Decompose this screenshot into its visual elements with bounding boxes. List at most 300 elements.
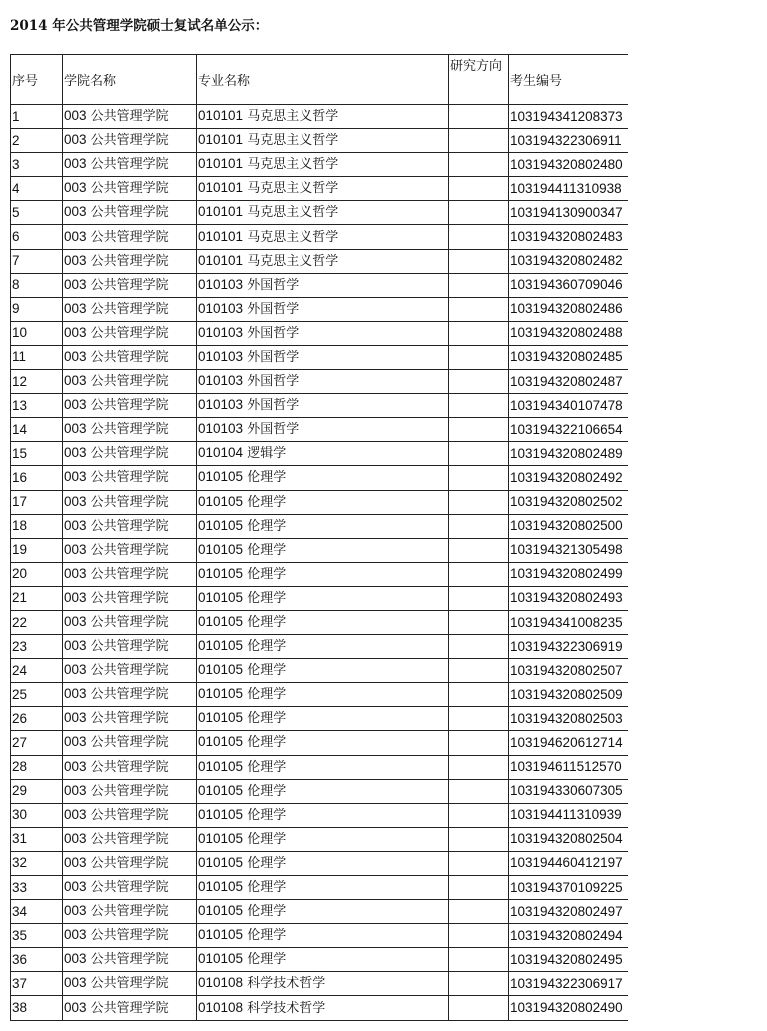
- cell-direction: [449, 177, 509, 201]
- table-header: [11, 55, 629, 105]
- cell-candidate-id: 103194130900347: [509, 201, 629, 225]
- school-name: 公共管理学院: [90, 446, 169, 462]
- table-row: [11, 635, 629, 659]
- cell-school: [63, 538, 197, 562]
- school-name: 公共管理学院: [90, 277, 169, 293]
- school-code: 003: [64, 397, 87, 413]
- header-school: 学院名称: [63, 55, 197, 105]
- table-row: [11, 683, 629, 707]
- major-code: 010103: [198, 397, 244, 413]
- cell-direction: [449, 273, 509, 297]
- table-row: [11, 827, 629, 851]
- cell-direction: [449, 635, 509, 659]
- major-code: 010104: [198, 445, 244, 461]
- school-code: 003: [64, 686, 87, 702]
- cell-seq: 18: [11, 514, 63, 538]
- major-code: 010105: [198, 541, 244, 557]
- table-row: [11, 610, 629, 634]
- major-name: 逻辑学: [247, 446, 287, 462]
- school-code: 003: [64, 469, 87, 485]
- cell-school: [63, 996, 197, 1020]
- cell-school: [63, 201, 197, 225]
- school-code: 003: [64, 830, 87, 846]
- cell-direction: [449, 370, 509, 394]
- major-name: 科学技术哲学: [247, 1000, 326, 1016]
- table-row: [11, 466, 629, 490]
- cell-seq: 33: [11, 876, 63, 900]
- cell-major: [197, 177, 449, 201]
- cell-candidate-id: 103194411310938: [509, 177, 629, 201]
- cell-school: [63, 321, 197, 345]
- school-code: 003: [64, 517, 87, 533]
- cell-candidate-id: 103194320802509: [509, 683, 629, 707]
- school-code: 003: [64, 614, 87, 630]
- cell-major: [197, 514, 449, 538]
- cell-seq: 25: [11, 683, 63, 707]
- cell-candidate-id: 103194620612714: [509, 731, 629, 755]
- major-code: 010101: [198, 252, 244, 268]
- cell-major: [197, 948, 449, 972]
- table-row: [11, 249, 629, 273]
- school-code: 003: [64, 204, 87, 220]
- school-code: 003: [64, 879, 87, 895]
- cell-school: [63, 105, 197, 129]
- major-code: 010101: [198, 108, 244, 124]
- cell-seq: 13: [11, 394, 63, 418]
- cell-candidate-id: 103194460412197: [509, 851, 629, 875]
- school-name: 公共管理学院: [90, 253, 169, 269]
- cell-seq: 27: [11, 731, 63, 755]
- school-name: 公共管理学院: [90, 639, 169, 655]
- cell-candidate-id: 103194320802500: [509, 514, 629, 538]
- school-name: 公共管理学院: [90, 590, 169, 606]
- major-code: 010105: [198, 782, 244, 798]
- major-code: 010105: [198, 734, 244, 750]
- cell-direction: [449, 755, 509, 779]
- major-code: 010103: [198, 348, 244, 364]
- cell-seq: 32: [11, 851, 63, 875]
- table-row: [11, 538, 629, 562]
- school-code: 003: [64, 662, 87, 678]
- school-name: 公共管理学院: [90, 374, 169, 390]
- school-code: 003: [64, 999, 87, 1015]
- cell-major: [197, 683, 449, 707]
- cell-school: [63, 851, 197, 875]
- cell-candidate-id: 103194320802492: [509, 466, 629, 490]
- cell-school: [63, 610, 197, 634]
- school-code: 003: [64, 180, 87, 196]
- school-code: 003: [64, 228, 87, 244]
- school-code: 003: [64, 445, 87, 461]
- cell-direction: [449, 610, 509, 634]
- cell-direction: [449, 442, 509, 466]
- school-name: 公共管理学院: [90, 301, 169, 317]
- cell-major: [197, 153, 449, 177]
- major-name: 伦理学: [247, 590, 287, 606]
- cell-school: [63, 779, 197, 803]
- major-code: 010101: [198, 132, 244, 148]
- cell-direction: [449, 876, 509, 900]
- cell-seq: 16: [11, 466, 63, 490]
- cell-seq: 21: [11, 586, 63, 610]
- cell-seq: 15: [11, 442, 63, 466]
- cell-direction: [449, 297, 509, 321]
- major-name: 外国哲学: [247, 374, 300, 390]
- cell-candidate-id: 103194360709046: [509, 273, 629, 297]
- cell-candidate-id: 103194320802503: [509, 707, 629, 731]
- major-name: 科学技术哲学: [247, 976, 326, 992]
- major-name: 伦理学: [247, 566, 287, 582]
- cell-candidate-id: 103194330607305: [509, 779, 629, 803]
- school-name: 公共管理学院: [90, 518, 169, 534]
- school-code: 003: [64, 276, 87, 292]
- major-code: 010105: [198, 927, 244, 943]
- major-code: 010101: [198, 228, 244, 244]
- cell-direction: [449, 490, 509, 514]
- school-name: 公共管理学院: [90, 1000, 169, 1016]
- cell-candidate-id: 103194320802504: [509, 827, 629, 851]
- table-row: [11, 659, 629, 683]
- major-code: 010103: [198, 324, 244, 340]
- major-code: 010105: [198, 614, 244, 630]
- cell-school: [63, 466, 197, 490]
- table-row: [11, 924, 629, 948]
- cell-candidate-id: 103194370109225: [509, 876, 629, 900]
- cell-major: [197, 562, 449, 586]
- table-row: [11, 972, 629, 996]
- major-name: 伦理学: [247, 639, 287, 655]
- major-name: 伦理学: [247, 615, 287, 631]
- cell-school: [63, 297, 197, 321]
- cell-direction: [449, 851, 509, 875]
- cell-direction: [449, 562, 509, 586]
- cell-school: [63, 827, 197, 851]
- major-code: 010105: [198, 903, 244, 919]
- table-row: [11, 105, 629, 129]
- school-name: 公共管理学院: [90, 735, 169, 751]
- school-code: 003: [64, 710, 87, 726]
- major-code: 010103: [198, 276, 244, 292]
- cell-candidate-id: 103194320802489: [509, 442, 629, 466]
- cell-major: [197, 851, 449, 875]
- table-row: [11, 370, 629, 394]
- table-row: [11, 321, 629, 345]
- cell-school: [63, 972, 197, 996]
- major-code: 010101: [198, 156, 244, 172]
- cell-major: [197, 442, 449, 466]
- major-name: 外国哲学: [247, 422, 300, 438]
- school-name: 公共管理学院: [90, 831, 169, 847]
- cell-seq: 30: [11, 803, 63, 827]
- table-row: [11, 900, 629, 924]
- major-name: 马克思主义哲学: [247, 157, 339, 173]
- cell-major: [197, 345, 449, 369]
- major-code: 010105: [198, 493, 244, 509]
- cell-school: [63, 345, 197, 369]
- table-row: [11, 514, 629, 538]
- cell-major: [197, 394, 449, 418]
- cell-candidate-id: 103194320802482: [509, 249, 629, 273]
- school-name: 公共管理学院: [90, 494, 169, 510]
- major-name: 马克思主义哲学: [247, 181, 339, 197]
- table-row: [11, 153, 629, 177]
- major-code: 010105: [198, 879, 244, 895]
- school-code: 003: [64, 108, 87, 124]
- school-code: 003: [64, 421, 87, 437]
- school-code: 003: [64, 324, 87, 340]
- major-name: 马克思主义哲学: [247, 253, 339, 269]
- major-code: 010103: [198, 300, 244, 316]
- cell-school: [63, 900, 197, 924]
- major-name: 伦理学: [247, 831, 287, 847]
- major-name: 伦理学: [247, 855, 287, 871]
- cell-direction: [449, 707, 509, 731]
- cell-seq: 9: [11, 297, 63, 321]
- major-name: 伦理学: [247, 952, 287, 968]
- table-row: [11, 345, 629, 369]
- cell-school: [63, 177, 197, 201]
- header-direction: 研究方向: [449, 55, 509, 105]
- cell-seq: 8: [11, 273, 63, 297]
- school-code: 003: [64, 132, 87, 148]
- cell-candidate-id: 103194320802494: [509, 924, 629, 948]
- school-name: 公共管理学院: [90, 759, 169, 775]
- cell-direction: [449, 779, 509, 803]
- table-row: [11, 442, 629, 466]
- major-code: 010105: [198, 686, 244, 702]
- major-name: 马克思主义哲学: [247, 109, 339, 125]
- school-code: 003: [64, 589, 87, 605]
- cell-major: [197, 876, 449, 900]
- cell-seq: 29: [11, 779, 63, 803]
- cell-candidate-id: 103194320802490: [509, 996, 629, 1020]
- school-code: 003: [64, 252, 87, 268]
- school-name: 公共管理学院: [90, 807, 169, 823]
- cell-school: [63, 225, 197, 249]
- major-name: 外国哲学: [247, 349, 300, 365]
- major-code: 010105: [198, 951, 244, 967]
- school-name: 公共管理学院: [90, 349, 169, 365]
- cell-seq: 38: [11, 996, 63, 1020]
- school-name: 公共管理学院: [90, 711, 169, 727]
- school-name: 公共管理学院: [90, 181, 169, 197]
- cell-candidate-id: 103194340107478: [509, 394, 629, 418]
- cell-seq: 17: [11, 490, 63, 514]
- cell-major: [197, 827, 449, 851]
- cell-candidate-id: 103194320802507: [509, 659, 629, 683]
- cell-direction: [449, 948, 509, 972]
- cell-seq: 19: [11, 538, 63, 562]
- cell-candidate-id: 103194341008235: [509, 610, 629, 634]
- cell-school: [63, 876, 197, 900]
- table-row: [11, 876, 629, 900]
- cell-seq: 35: [11, 924, 63, 948]
- table-row: [11, 129, 629, 153]
- cell-direction: [449, 683, 509, 707]
- school-name: 公共管理学院: [90, 542, 169, 558]
- major-name: 伦理学: [247, 807, 287, 823]
- major-code: 010105: [198, 854, 244, 870]
- cell-major: [197, 297, 449, 321]
- cell-direction: [449, 153, 509, 177]
- major-name: 外国哲学: [247, 325, 300, 341]
- cell-direction: [449, 249, 509, 273]
- cell-major: [197, 610, 449, 634]
- cell-candidate-id: 103194320802493: [509, 586, 629, 610]
- cell-major: [197, 466, 449, 490]
- major-name: 伦理学: [247, 880, 287, 896]
- table-row: [11, 586, 629, 610]
- cell-direction: [449, 418, 509, 442]
- cell-direction: [449, 659, 509, 683]
- cell-major: [197, 370, 449, 394]
- cell-candidate-id: 103194320802486: [509, 297, 629, 321]
- school-code: 003: [64, 300, 87, 316]
- header-seq: 序号: [11, 55, 63, 105]
- cell-seq: 6: [11, 225, 63, 249]
- cell-major: [197, 779, 449, 803]
- cell-candidate-id: 103194321305498: [509, 538, 629, 562]
- cell-candidate-id: 103194320802483: [509, 225, 629, 249]
- cell-candidate-id: 103194341208373: [509, 105, 629, 129]
- school-code: 003: [64, 493, 87, 509]
- major-code: 010101: [198, 204, 244, 220]
- school-name: 公共管理学院: [90, 229, 169, 245]
- table-row: [11, 225, 629, 249]
- cell-candidate-id: 103194322106654: [509, 418, 629, 442]
- major-name: 外国哲学: [247, 398, 300, 414]
- table-row: [11, 177, 629, 201]
- school-name: 公共管理学院: [90, 325, 169, 341]
- cell-school: [63, 562, 197, 586]
- cell-major: [197, 105, 449, 129]
- cell-major: [197, 755, 449, 779]
- major-name: 伦理学: [247, 735, 287, 751]
- cell-candidate-id: 103194611512570: [509, 755, 629, 779]
- major-name: 伦理学: [247, 542, 287, 558]
- major-name: 伦理学: [247, 687, 287, 703]
- major-code: 010105: [198, 806, 244, 822]
- school-name: 公共管理学院: [90, 422, 169, 438]
- table-body: [11, 105, 629, 1021]
- major-name: 伦理学: [247, 518, 287, 534]
- cell-seq: 7: [11, 249, 63, 273]
- cell-school: [63, 683, 197, 707]
- cell-seq: 3: [11, 153, 63, 177]
- table-row: [11, 562, 629, 586]
- school-name: 公共管理学院: [90, 133, 169, 149]
- school-code: 003: [64, 975, 87, 991]
- table-row: [11, 851, 629, 875]
- table-row: [11, 779, 629, 803]
- table-row: [11, 803, 629, 827]
- cell-direction: [449, 586, 509, 610]
- major-code: 010105: [198, 758, 244, 774]
- roster-table-container: [10, 54, 628, 1031]
- major-code: 010108: [198, 975, 244, 991]
- cell-major: [197, 129, 449, 153]
- cell-candidate-id: 103194320802488: [509, 321, 629, 345]
- cell-school: [63, 635, 197, 659]
- cell-seq: 36: [11, 948, 63, 972]
- header-candidate-id: 考生编号: [509, 55, 629, 105]
- table-row: [11, 297, 629, 321]
- school-name: 公共管理学院: [90, 952, 169, 968]
- cell-seq: 24: [11, 659, 63, 683]
- major-name: 伦理学: [247, 759, 287, 775]
- cell-major: [197, 731, 449, 755]
- cell-candidate-id: 103194320802495: [509, 948, 629, 972]
- cell-major: [197, 803, 449, 827]
- cell-seq: 28: [11, 755, 63, 779]
- school-code: 003: [64, 758, 87, 774]
- cell-candidate-id: 103194320802497: [509, 900, 629, 924]
- table-row: [11, 490, 629, 514]
- school-name: 公共管理学院: [90, 470, 169, 486]
- school-code: 003: [64, 951, 87, 967]
- table-row: [11, 418, 629, 442]
- major-code: 010101: [198, 180, 244, 196]
- major-name: 马克思主义哲学: [247, 133, 339, 149]
- cell-major: [197, 418, 449, 442]
- major-name: 伦理学: [247, 470, 287, 486]
- major-name: 伦理学: [247, 663, 287, 679]
- school-name: 公共管理学院: [90, 855, 169, 871]
- cell-seq: 2: [11, 129, 63, 153]
- cell-seq: 5: [11, 201, 63, 225]
- school-name: 公共管理学院: [90, 566, 169, 582]
- cell-seq: 23: [11, 635, 63, 659]
- cell-direction: [449, 201, 509, 225]
- cell-school: [63, 707, 197, 731]
- cell-school: [63, 370, 197, 394]
- school-code: 003: [64, 541, 87, 557]
- cell-direction: [449, 514, 509, 538]
- school-code: 003: [64, 156, 87, 172]
- cell-direction: [449, 996, 509, 1020]
- cell-seq: 20: [11, 562, 63, 586]
- cell-major: [197, 924, 449, 948]
- cell-school: [63, 514, 197, 538]
- cell-major: [197, 586, 449, 610]
- table-row: [11, 755, 629, 779]
- cell-direction: [449, 321, 509, 345]
- cell-major: [197, 273, 449, 297]
- cell-school: [63, 659, 197, 683]
- cell-school: [63, 442, 197, 466]
- table-row: [11, 201, 629, 225]
- school-code: 003: [64, 903, 87, 919]
- school-code: 003: [64, 373, 87, 389]
- cell-school: [63, 755, 197, 779]
- cell-seq: 11: [11, 345, 63, 369]
- major-code: 010105: [198, 469, 244, 485]
- table-row: [11, 731, 629, 755]
- major-code: 010105: [198, 589, 244, 605]
- cell-major: [197, 659, 449, 683]
- school-code: 003: [64, 927, 87, 943]
- cell-major: [197, 996, 449, 1020]
- cell-candidate-id: 103194322306917: [509, 972, 629, 996]
- cell-candidate-id: 103194322306911: [509, 129, 629, 153]
- cell-school: [63, 586, 197, 610]
- cell-seq: 22: [11, 610, 63, 634]
- cell-direction: [449, 105, 509, 129]
- cell-direction: [449, 345, 509, 369]
- table-row: [11, 394, 629, 418]
- cell-school: [63, 129, 197, 153]
- major-code: 010105: [198, 565, 244, 581]
